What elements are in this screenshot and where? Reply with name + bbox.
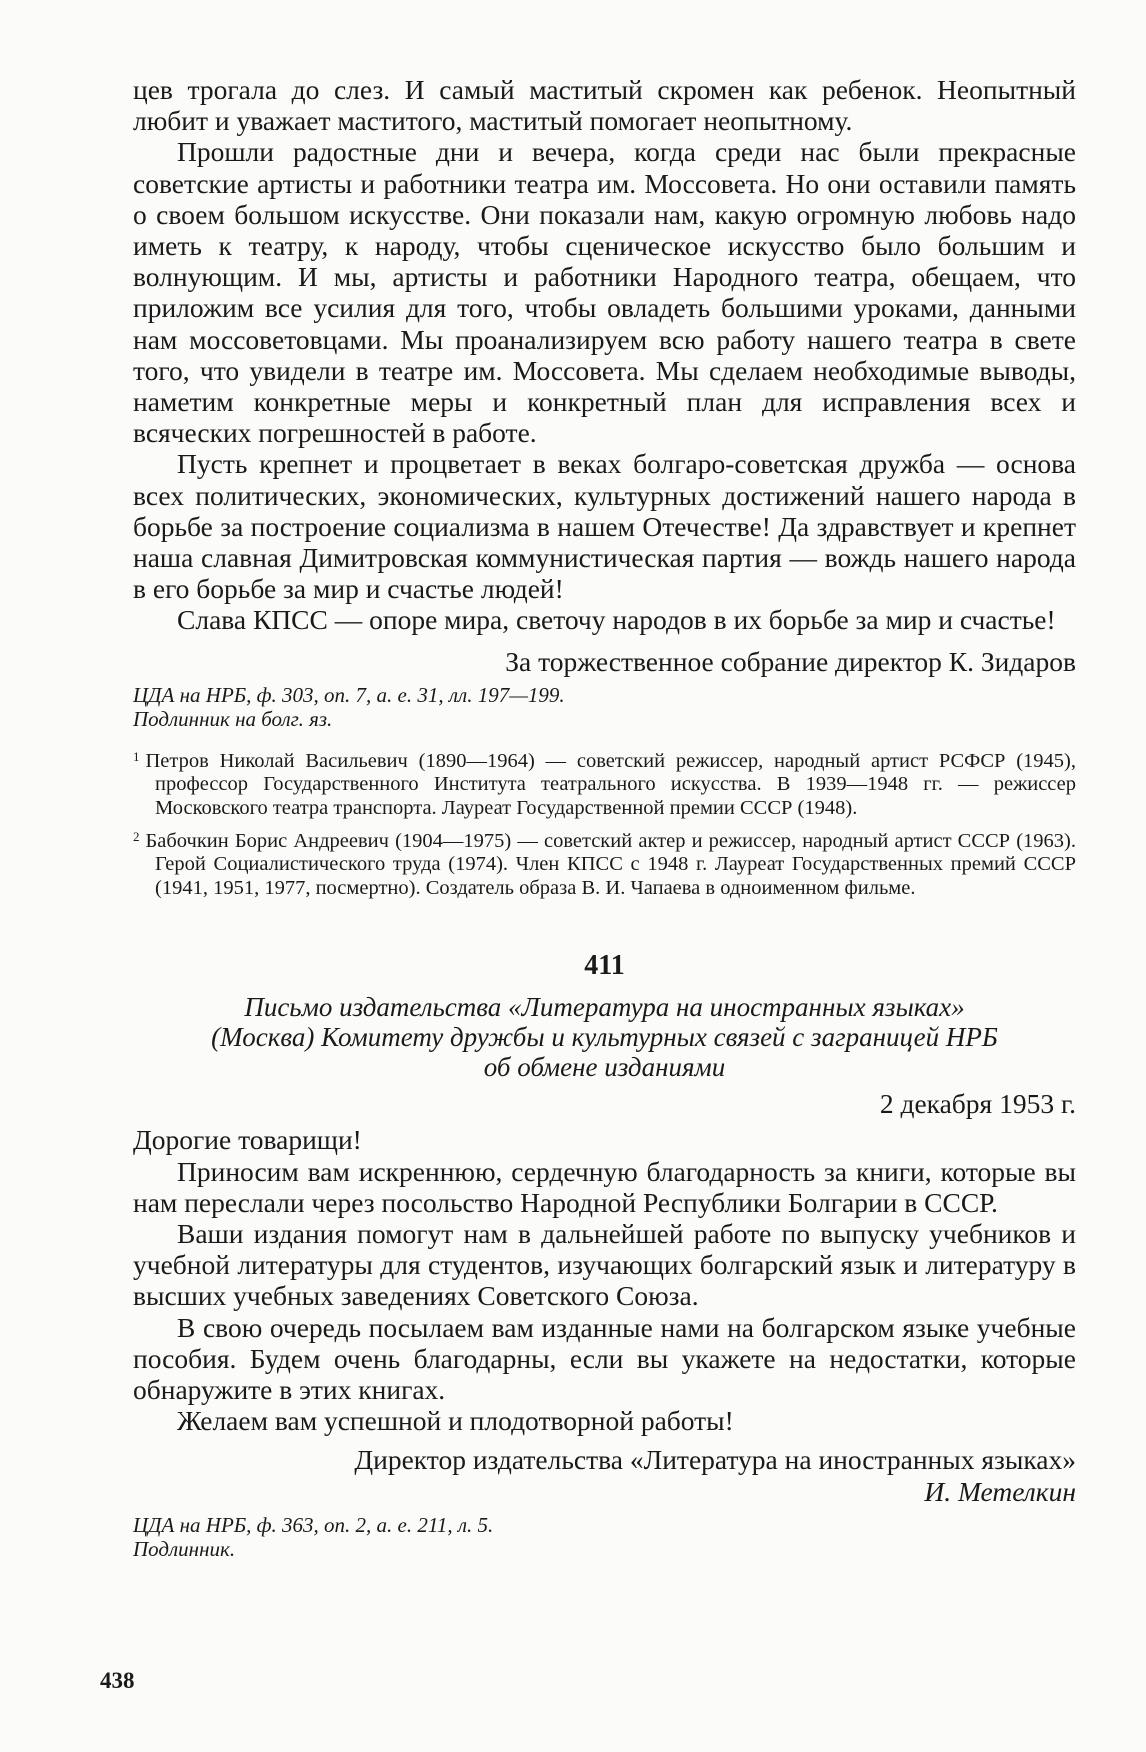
letter-body — [133, 1124, 1076, 1436]
footnote-text: Петров Николай Васильевич (1890—1964) — советский режиссер, народный артист РСФСР (1945), профессор Государственного Института театрального искусства. В 1939—1948 гг. — режиссер Московского театра транспорта. Лауреат Государственной премии СССР (1948). — [145, 749, 1076, 820]
signature-name: И. Метелкин — [924, 1475, 1076, 1507]
footnote-mark: 1 — [133, 748, 140, 764]
archive-ref: ЦДА на НРБ, ф. 363, оп. 2, а. е. 211, л. 5. — [133, 1512, 494, 1537]
paragraph: Прошли радостные дни и вечера, когда среди нас были прекрасные советские артисты и работники театра им. Моссовета. Но они оставили память о своем большом искусстве. Они показали нам, какую огромную любовь надо иметь к театру, к народу, чтобы сценическое искусство было большим и волнующим. И мы, артисты и работники Народного театра, обещаем, что приложим все усилия для того, чтобы овладеть большими уроками, данными нам моссоветовцами. Мы проанализируем всю работу нашего театра в свете того, что увидели в театре им. Моссовета. Мы сделаем необходимые выводы, наметим конкретные меры и конкретный план для исправления всех и всяческих погрешностей в работе. — [133, 136, 1076, 449]
paragraph: В свою очередь посылаем вам изданные нами на болгарском языке учебные пособия. Будем очень благодарны, если вы укажете на недостатки, которые обнаружите в этих книгах. — [133, 1311, 1076, 1406]
paragraph: Приносим вам искреннюю, сердечную благодарность за книги, которые вы нам переслали через посольство Народной Республики Болгарии в СССР. — [133, 1155, 1076, 1218]
paragraph: Ваши издания помогут нам в дальнейшей работе по выпуску учебников и учебной литературы для студентов, изучающих болгарский язык и литературу в высших учебных заведениях Советского Союза. — [133, 1218, 1076, 1312]
title-line: (Москва) Комитету дружбы и культурных связей с заграницей НРБ — [211, 1022, 998, 1053]
archive-ref: ЦДА на НРБ, ф. 303, оп. 7, а. е. 31, лл. 197—199. — [133, 682, 565, 707]
main-text — [133, 74, 1076, 636]
paragraph: Желаем вам успешной и плодотворной работы! — [177, 1405, 734, 1437]
footnote — [133, 825, 1076, 901]
document-number: 411 — [584, 950, 625, 982]
footnote-text: Бабочкин Борис Андреевич (1904—1975) — советский актер и режиссер, народный артист СССР (1963). Герой Социалистического труда (1974). Член КПСС с 1948 г. Лауреат Государственных премий СССР (1941, 1951, 1977, посмертно). Создатель образа В. И. Чапаева в одноименном фильме. — [145, 829, 1076, 899]
paragraph: цев трогала до слез. И самый маститый скромен как ребенок. Неопытный любит и уважает маститого, маститый помогает неопытному. — [133, 74, 1076, 137]
footnote — [133, 745, 1076, 821]
signature-title: Директор издательства «Литература на иностранных языках» — [354, 1444, 1076, 1476]
signature: За торжественное собрание директор К. Зидаров — [505, 645, 1076, 677]
archive-reference — [133, 1513, 1076, 1561]
title-line: Письмо издательства «Литература на иностранных языках» — [244, 992, 965, 1023]
greeting: Дорогие товарищи! — [133, 1124, 362, 1156]
archive-reference — [133, 683, 1076, 731]
paragraph: Слава КПСС — опоре мира, светочу народов в их борьбе за мир и счастье! — [177, 604, 1056, 636]
letter-signature — [133, 1444, 1076, 1506]
original-note: Подлинник. — [133, 1536, 236, 1561]
title-line: об обмене изданиями — [483, 1052, 726, 1083]
document-date: 2 декабря 1953 г. — [879, 1088, 1076, 1120]
footnotes — [133, 745, 1076, 901]
page-number: 438 — [100, 1668, 135, 1693]
original-note: Подлинник на болг. яз. — [133, 706, 333, 731]
document-title — [133, 992, 1076, 1082]
footnote-mark: 2 — [133, 828, 140, 844]
paragraph: Пусть крепнет и процветает в веках болгаро-советская дружба — основа всех политических, экономических, культурных достижений нашего народа в борьбе за построение социализма в нашем Отечестве! Да здравствует и крепнет наша славная Димитровская коммунистическая партия — вождь нашего народа в его борьбе за мир и счастье людей! — [133, 448, 1076, 605]
